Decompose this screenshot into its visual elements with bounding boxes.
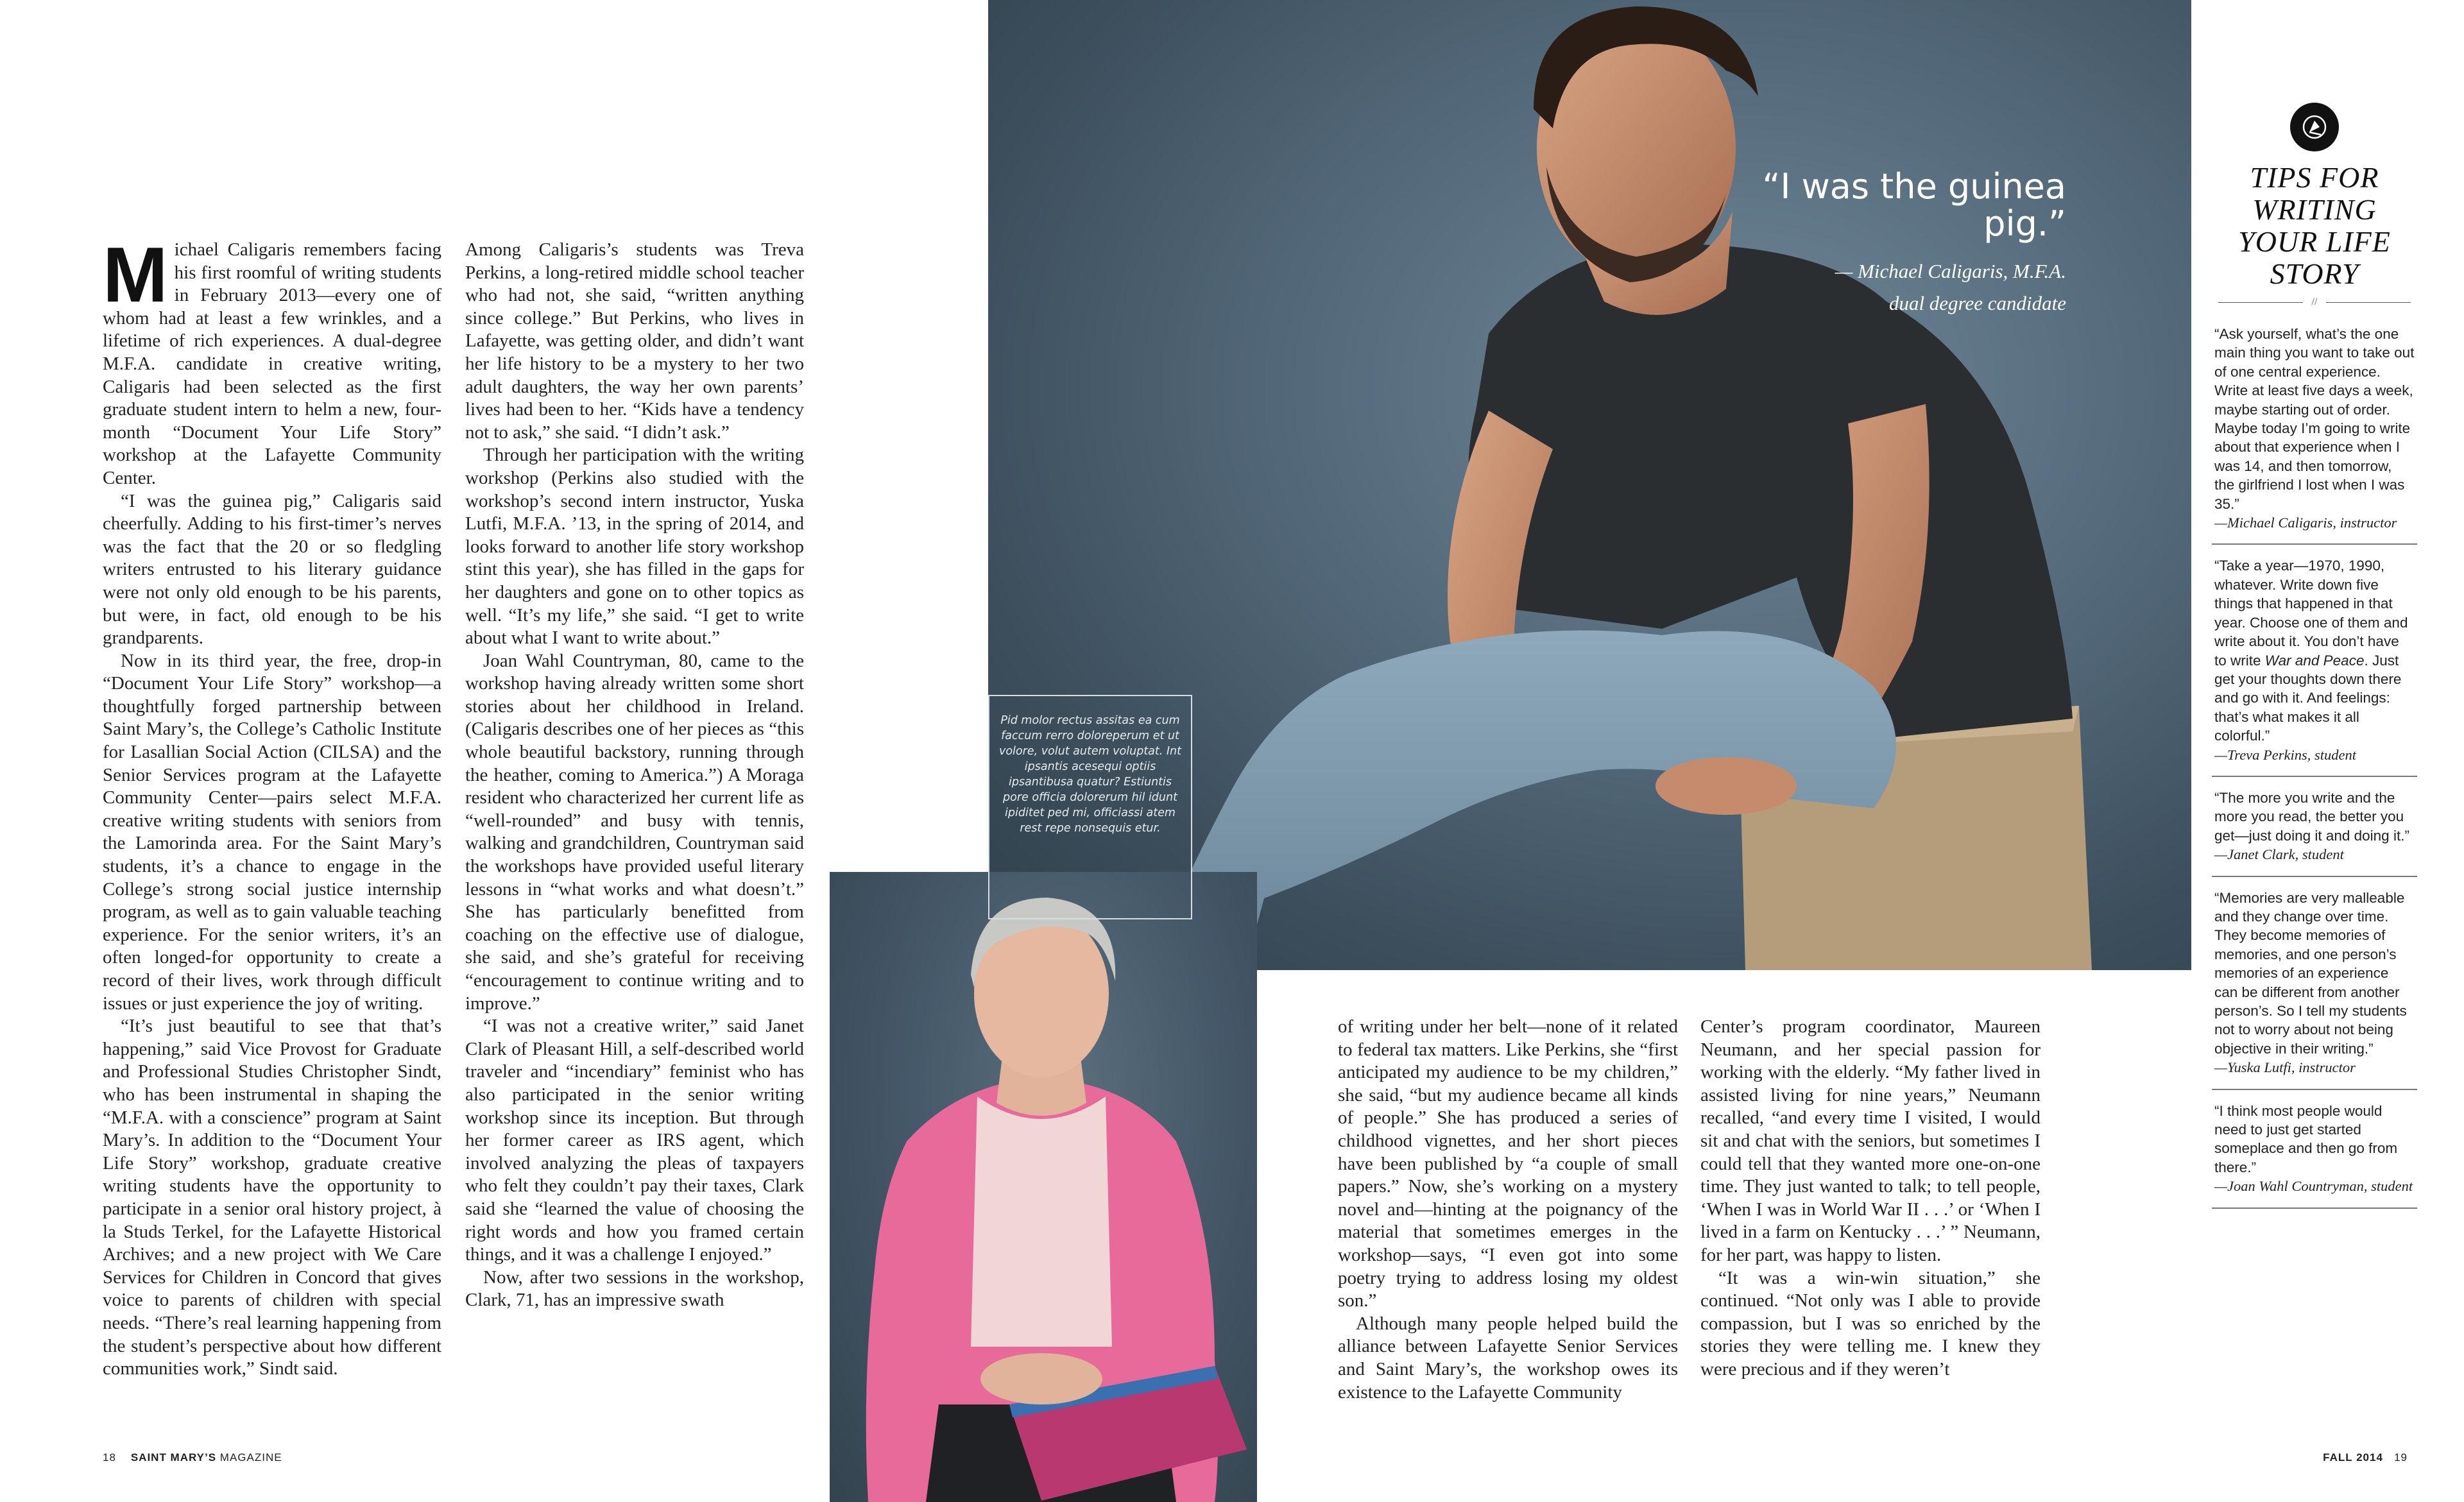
article-column-2 bbox=[465, 239, 804, 1312]
tip-attribution: —Yuska Lutfi, instructor bbox=[2214, 1059, 2356, 1076]
right-folio bbox=[2323, 1451, 2408, 1464]
tip-item: “I think most people would need to just get started someplace and then go from there.” —Joan Wahl Countryman, student bbox=[2212, 1090, 2417, 1209]
article-paragraph: “It was a win-win situation,” she continued. “Not only was I able to provide compassion, but I was so enriched by the stories they were telling me. I knew they were precious and if they weren’t bbox=[1700, 1267, 2041, 1379]
sidebar-title: TIPS FOR WRITING YOUR LIFE STORY bbox=[2238, 161, 2391, 290]
tip-item: “Take a year—1970, 1990, whatever. Write down five things that happened in that year. Choose one of them and write about it. You don’t have to write War and Peace. Just get your thoughts down there and go with it. And feelings: that’s what makes it all colorful.” —Treva Perkins, student bbox=[2212, 545, 2417, 776]
article-paragraph: of writing under her belt—none of it related to federal tax matters. Like Perkins, she “first anticipated my audience to be my children,” she said, “but my audience became all kinds of people.” She has produced a series of childhood vignettes, and her short pieces have been published by “a couple of small papers.” Now, she’s working on a mystery novel and—hinting at the poignancy of the material that sometimes emerges in the workshop—says, “I even got into some poetry trying to address losing my oldest son.” bbox=[1338, 1016, 1678, 1311]
woman-portrait-illustration bbox=[830, 872, 1257, 1502]
article-paragraph: “It’s just beautiful to see that that’s happening,” said Vice Provost for Graduate and Professional Studies Christopher Sindt, who has been instrumental in shaping the “M.F.A. with a conscience” program at Saint Mary’s. In addition to the “Document Your Life Story” workshop, graduate creative writing students have the opportunity to participate in a senior oral history project, à la Studs Terkel, for the Lafayette Historical Archives; and a new project with We Care Services for Children in Concord that gives voice to parents of children with special needs. “There’s real learning happening from the student’s perspective about how different communities work,” Sindt said. bbox=[103, 1016, 441, 1379]
issue-season: FALL 2014 bbox=[2323, 1451, 2383, 1464]
pull-quote bbox=[1733, 168, 2066, 320]
article-paragraph: Now, after two sessions in the workshop, Clark, 71, has an impressive swath bbox=[465, 1267, 804, 1311]
tip-attribution: —Treva Perkins, student bbox=[2214, 746, 2357, 763]
article-paragraph: Although many people helped build the alliance between Lafayette Senior Services and Saint Mary’s, the workshop owes its existence to the Lafayette Community bbox=[1338, 1313, 1678, 1403]
article-paragraph: Now in its third year, the free, drop-in “Document Your Life Story” workshop—a thoughtfully forged partnership between Saint Mary’s, the College’s Catholic Institute for Lasallian Social Action (CILSA) and the Senior Services program at the Lafayette Community Center—pairs select M.F.A. creative writing students with seniors from the Lamorinda area. For the Saint Mary’s students, it’s a chance to engage in the College’s strong social justice internship program, as well as to gain valuable teaching experience. For the senior writers, it’s an often longed-for opportunity to create a record of their lives, work through difficult issues or just experience the joy of writing. bbox=[103, 650, 441, 1014]
article-paragraph: Joan Wahl Countryman, 80, came to the workshop having already written some short stories about her childhood in Ireland. (Caligaris describes one of her pieces as “this whole beautiful backstory, running through the heather, coming to America.”) A Moraga resident who characterized her current life as “well-rounded” and busy with tennis, walking and grandchildren, Countryman said the workshops have provided useful literary lessons in “what works and what doesn’t.” She has particularly benefitted from coaching on the effective use of dialogue, she said, and she’s grateful for receiving “encouragement to continue writing and to improve.” bbox=[465, 650, 804, 1014]
sidebar-divider: // bbox=[2218, 299, 2411, 307]
drop-cap: M bbox=[103, 231, 168, 318]
article-paragraph: “I was the guinea pig,” Caligaris said cheerfully. Adding to his first-timer’s nerves was the fact that the 20 or so fledgling writers entrusted to his literary guidance were not only old enough to be his parents, but were, in fact, old enough to be his grandparents. bbox=[103, 490, 441, 649]
pull-quote-attribution-line-2: dual degree candidate bbox=[1888, 292, 2066, 314]
article-paragraph: Michael Caligaris remembers facing his first roomful of writing students in February 2013—every one of whom had at least a few wrinkles, and a lifetime of rich experiences. A dual-degree M.F.A. candidate in creative writing, Caligaris had been selected as the first graduate student intern to helm a new, four-month “Document Your Life Story” workshop at the Lafayette Community Center. bbox=[103, 231, 441, 488]
article-paragraph: “I was not a creative writer,” said Janet Clark of Pleasant Hill, a self-described world traveler and “incendiary” feminist who has also participated in the senior writing workshop since its inception. But through her former career as IRS agent, which involved analyzing the pleas of taxpayers who felt they couldn’t pay their taxes, Clark said she “learned the value of choosing the right words and how you framed certain things, and it was a challenge I enjoyed.” bbox=[465, 1016, 804, 1265]
portrait-photo-woman bbox=[830, 872, 1257, 1502]
article-column-1 bbox=[103, 231, 441, 1381]
pull-quote-attribution-line-1: — Michael Caligaris, M.F.A. bbox=[1835, 260, 2066, 282]
left-page-number: 18 bbox=[103, 1451, 116, 1464]
article-column-4 bbox=[1700, 1016, 2041, 1381]
tips-sidebar bbox=[2212, 103, 2417, 1209]
article-column-3 bbox=[1338, 1016, 1678, 1404]
left-folio bbox=[103, 1451, 282, 1464]
tip-item: “Memories are very malleable and they change over time. They become memories of memories, and one person’s memories of an experience can be different from another person’s. So I tell my students not to worry about not being objective in their writing.” —Yuska Lutfi, instructor bbox=[2212, 877, 2417, 1090]
photo-caption: Pid molor rectus assitas ea cum faccum rerro doloreperum et ut volore, volut autem voluptat. Int ipsantis acesequi optiis ipsantibusa quatur? Estiuntis pore officia dolorerum hil idunt ipiditet ped mi, officiassi atem rest repe nonsequis etur. bbox=[988, 695, 1192, 919]
article-paragraph: Among Caligaris’s students was Treva Perkins, a long-retired middle school teacher who had not, she said, “written anything since college.” But Perkins, who lives in Lafayette, was getting older, and didn’t want her life history to be a mystery to her two adult daughters, the way her own parents’ lives had been to her. “Kids have a tendency not to ask,” she said. “I didn’t ask.” bbox=[465, 239, 804, 443]
publication-suffix: MAGAZINE bbox=[219, 1451, 282, 1464]
pen-nib-icon bbox=[2290, 103, 2339, 151]
pull-quote-attribution bbox=[1733, 255, 2066, 320]
pull-quote-text: “I was the guinea pig.” bbox=[1762, 166, 2066, 244]
right-page-number: 19 bbox=[2394, 1451, 2408, 1464]
tip-attribution: —Joan Wahl Countryman, student bbox=[2214, 1178, 2413, 1195]
article-paragraph: Center’s program coordinator, Maureen Neumann, and her special passion for working with the elderly. “My father lived in assisted living for nine years,” Neumann recalled, “and every time I visited, I would sit and chat with the seniors, but sometimes I could tell that they wanted more one-on-one time. They just wanted to talk; to tell people, ‘When I was in World War II . . .’ or ‘When I lived in a farm on Kentucky . . .’ ” Neumann, for her part, was happy to listen. bbox=[1700, 1016, 2041, 1265]
tip-attribution: —Michael Caligaris, instructor bbox=[2214, 515, 2397, 531]
publication-name: SAINT MARY’S bbox=[130, 1451, 217, 1464]
tip-attribution: —Janet Clark, student bbox=[2214, 846, 2344, 863]
article-paragraph: Through her participation with the writing workshop (Perkins also studied with the workshop’s second intern instructor, Yuska Lutfi, M.F.A. ’13, in the spring of 2014, and looks forward to another life story workshop stint this year), she has filled in the gaps for her daughters and gone on to other topics as well. “It’s my life,” she said. “I get to write about what I want to write about.” bbox=[465, 445, 804, 649]
tip-item: “Ask yourself, what’s the one main thing you want to take out of one central experience. Write at least five days a week, maybe starting out of order. Maybe today I’m going to write about that experience when I was 14, and then tomorrow, the girlfriend I lost when I was 35.” —Michael Caligaris, instructor bbox=[2212, 313, 2417, 545]
tip-item: “The more you write and the more you read, the better you get—just doing it and doing it.” —Janet Clark, student bbox=[2212, 777, 2417, 877]
